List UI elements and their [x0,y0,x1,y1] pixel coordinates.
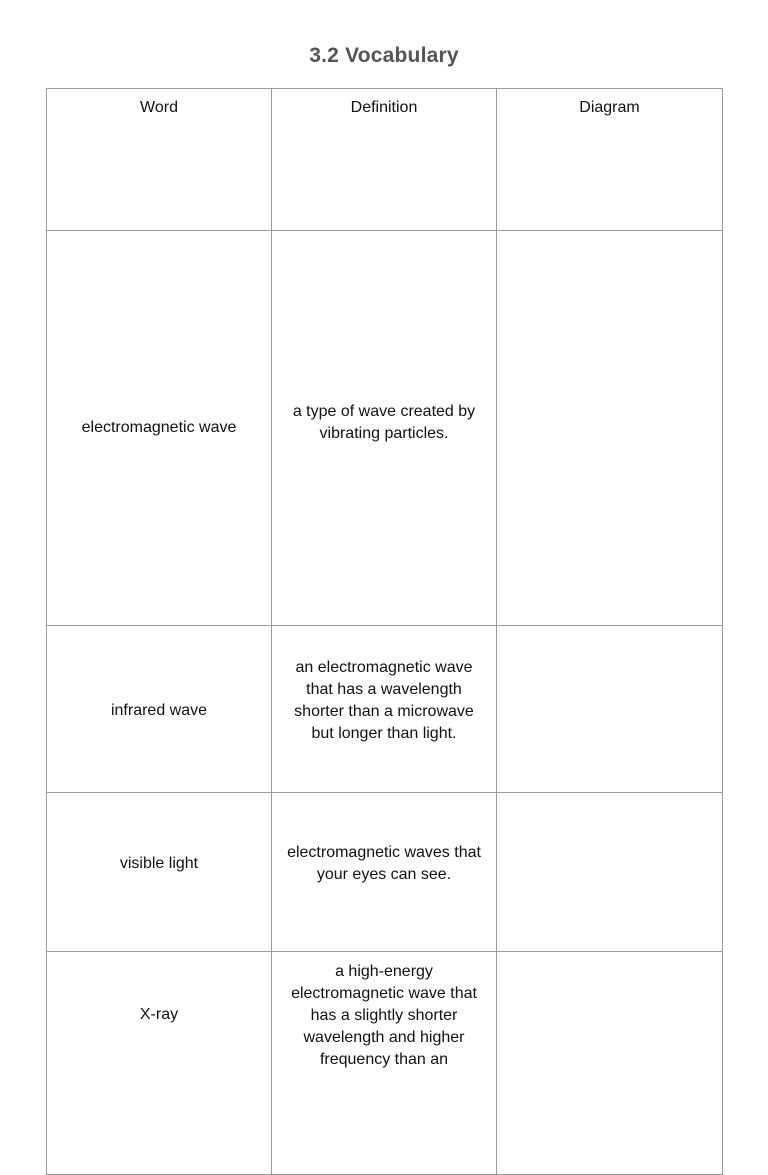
word-cell: electromagnetic wave [47,231,272,626]
header-diagram: Diagram [497,89,723,231]
header-word: Word [47,89,272,231]
page-title: 3.2 Vocabulary [309,44,459,67]
table-row [47,231,723,626]
definition-cell: a type of wave created by vibrating particles. [272,231,497,626]
diagram-cell[interactable] [497,793,723,952]
word-cell: visible light [47,793,272,952]
table-header-row [47,89,723,231]
table-row [47,626,723,793]
word-cell: infrared wave [47,626,272,793]
table-row [47,793,723,952]
definition-cell: electromagnetic waves that your eyes can see. [272,793,497,952]
definition-cell: a high-energy electromagnetic wave that has a slightly shorter wavelength and higher frequency than an [272,952,497,1175]
vocabulary-table [46,88,723,1175]
diagram-cell[interactable] [497,626,723,793]
header-definition: Definition [272,89,497,231]
definition-cell: an electromagnetic wave that has a wavelength shorter than a microwave but longer than light. [272,626,497,793]
word-cell: X-ray [47,952,272,1175]
diagram-cell[interactable] [497,952,723,1175]
table-row [47,952,723,1175]
diagram-cell[interactable] [497,231,723,626]
